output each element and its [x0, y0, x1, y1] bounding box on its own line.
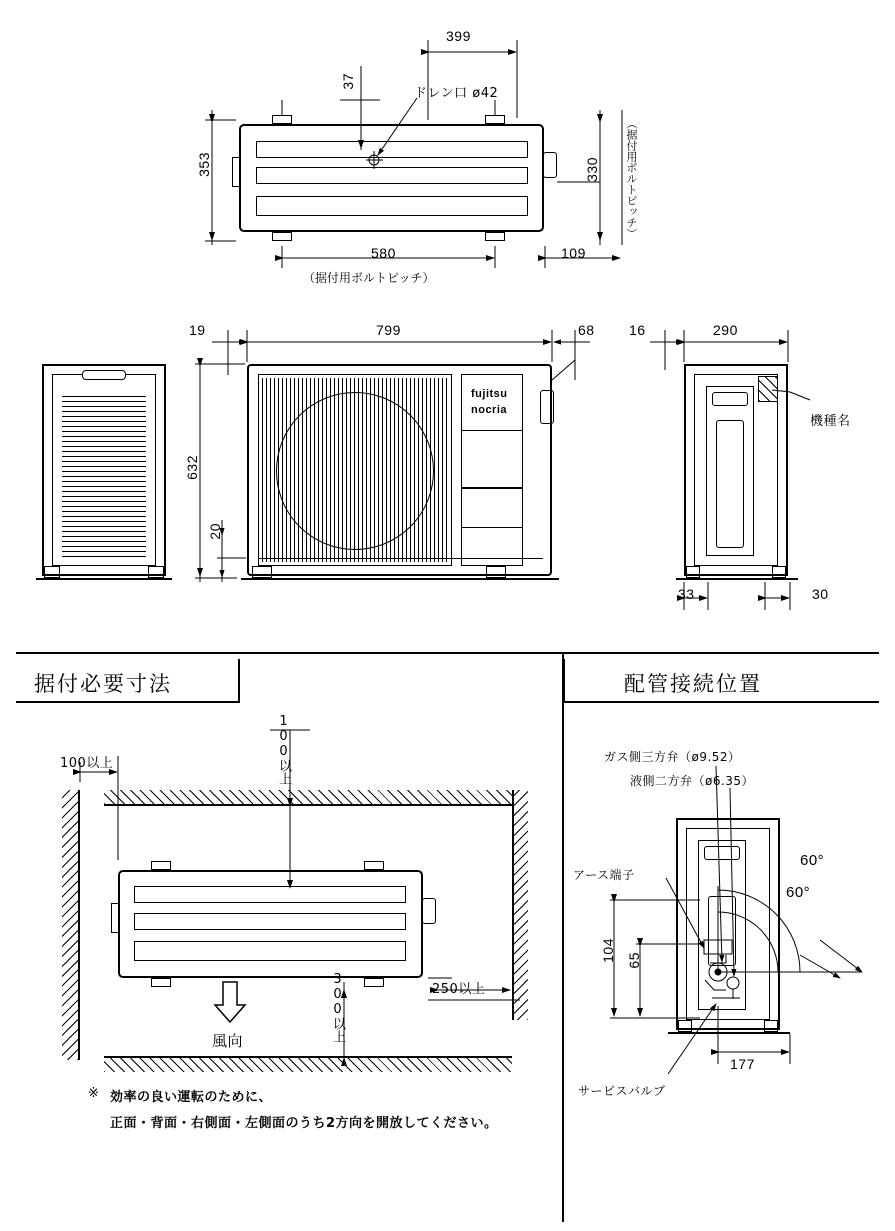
top-dim-330-note: （据付用ボルトピッチ）	[625, 118, 638, 239]
install-dim-front-300: 300以上	[330, 972, 345, 1043]
piping-dim-65: 65	[626, 952, 642, 969]
drain-hole-label: ドレン口 ø42	[414, 86, 499, 101]
earth-terminal-label: アース端子	[573, 868, 635, 882]
front-dim-20: 20	[207, 523, 223, 540]
top-dim-330: 330	[584, 157, 600, 182]
top-dim-37: 37	[340, 73, 356, 90]
side-dim-290: 290	[713, 322, 738, 338]
front-dim-68: 68	[578, 322, 595, 338]
install-dim-top-100: 100以上	[276, 714, 291, 785]
piping-heading: 配管接続位置	[624, 672, 762, 696]
install-note-mark: ※	[88, 1086, 100, 1101]
install-dim-left-100: 100以上	[60, 756, 114, 771]
piping-angle-1: 60°	[800, 852, 825, 869]
install-dim-right-250: 250以上	[432, 982, 486, 997]
model-name-label: 機種名	[810, 414, 851, 429]
install-heading: 据付必要寸法	[34, 672, 172, 696]
top-dim-353: 353	[196, 152, 212, 177]
top-dim-580-note: （据付用ボルトピッチ）	[303, 271, 435, 285]
service-valve-label: サービスバルブ	[578, 1084, 666, 1098]
piping-angle-2: 60°	[786, 884, 811, 901]
side-dim-30: 30	[812, 586, 829, 602]
liquid-valve-label: 液側二方弁（ø6.35）	[630, 774, 755, 788]
side-dim-16: 16	[629, 322, 646, 338]
top-dim-109: 109	[561, 245, 586, 261]
top-dim-580: 580	[371, 245, 396, 261]
piping-dim-177: 177	[730, 1056, 755, 1072]
install-note-line1: 効率の良い運転のために、	[110, 1090, 273, 1105]
front-dim-632: 632	[184, 455, 200, 480]
gas-valve-label: ガス側三方弁（ø9.52）	[604, 750, 741, 764]
top-dim-399: 399	[446, 28, 471, 44]
side-dim-33: 33	[678, 586, 695, 602]
front-dim-799: 799	[376, 322, 401, 338]
install-note-line2: 正面・背面・右側面・左側面のうち2方向を開放してください。	[110, 1116, 498, 1131]
brand-nocria: nocria	[471, 404, 508, 416]
piping-dim-104: 104	[600, 938, 616, 963]
brand-fujitsu: fujitsu	[471, 388, 508, 400]
airflow-label: 風向	[212, 1032, 244, 1050]
front-dim-19: 19	[189, 322, 206, 338]
